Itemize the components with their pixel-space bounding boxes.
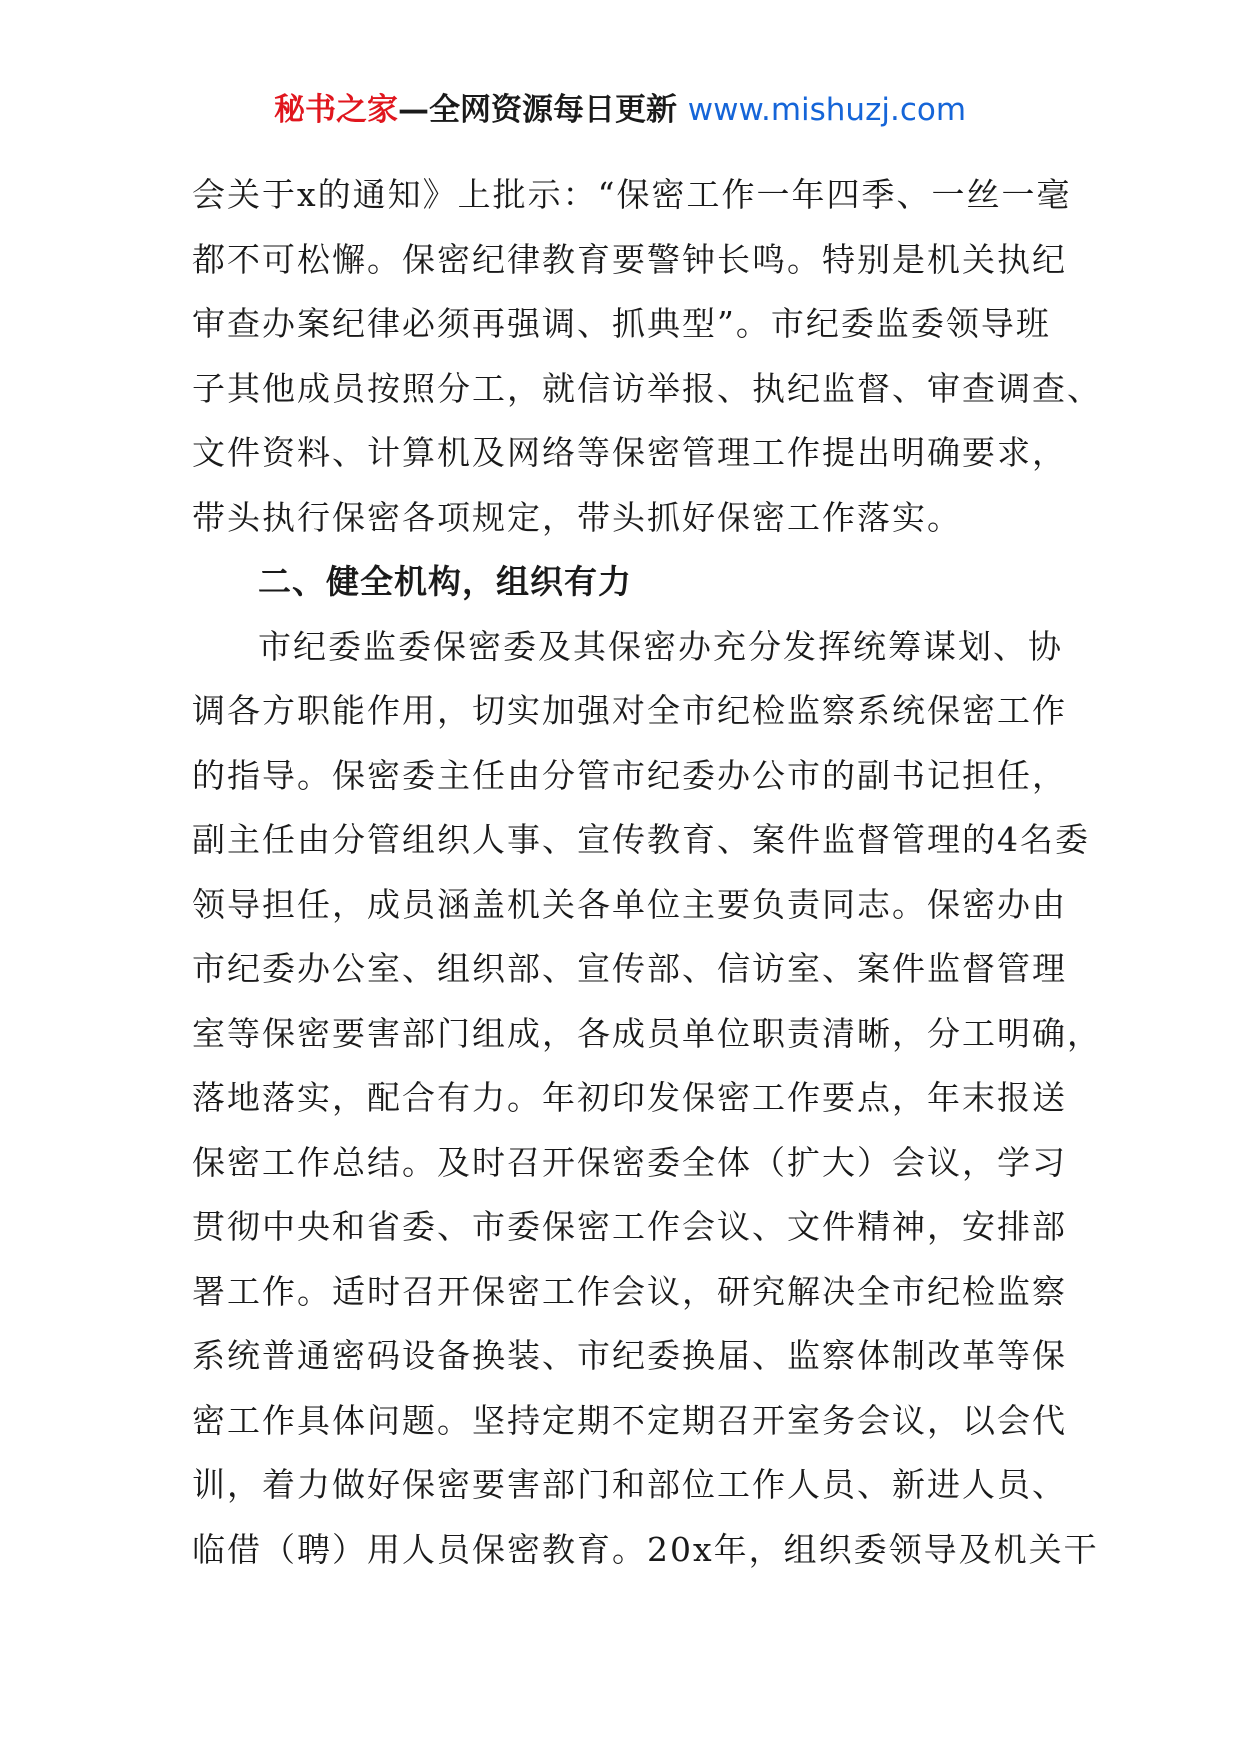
body-line: 系统普通密码设备换装、市纪委换届、监察体制改革等保 <box>192 1336 1067 1375</box>
body-line: 市纪委办公室、组织部、宣传部、信访室、案件监督管理 <box>192 949 1067 988</box>
body-line: 署工作。适时召开保密工作会议，研究解决全市纪检监察 <box>192 1271 1067 1311</box>
body-line: 都不可松懈。保密纪律教育要警钟长鸣。特别是机关执纪 <box>192 239 1067 279</box>
section-heading: 二、健全机构，组织有力 <box>258 562 632 601</box>
body-line: 市纪委监委保密委及其保密办充分发挥统筹谋划、协 <box>258 626 1063 666</box>
body-line: 子其他成员按照分工，就信访举报、执纪监督、审查调查、 <box>192 368 1102 408</box>
body-line: 副主任由分管组织人事、宣传教育、案件监督管理的4名委 <box>192 820 1090 859</box>
header-brand: 秘书之家 <box>273 92 398 128</box>
body-line: 文件资料、计算机及网络等保密管理工作提出明确要求， <box>192 433 1067 472</box>
body-line: 落地落实，配合有力。年初印发保密工作要点，年末报送 <box>192 1078 1067 1117</box>
body-line: 会关于x的通知》上批示：“保密工作一年四季、一丝一毫 <box>192 175 1072 214</box>
body-line: 调各方职能作用，切实加强对全市纪检监察系统保密工作 <box>192 691 1067 730</box>
body-line: 临借（聘）用人员保密教育。20x年，组织委领导及机关干 <box>192 1529 1099 1569</box>
header-tagline: —全网资源每日更新 <box>397 92 688 128</box>
body-line: 训，着力做好保密要害部门和部位工作人员、新进人员、 <box>192 1465 1067 1504</box>
page-header <box>0 88 1240 132</box>
body-line: 带头执行保密各项规定，带头抓好保密工作落实。 <box>192 497 962 537</box>
body-line: 的指导。保密委主任由分管市纪委办公市的副书记担任， <box>192 755 1067 795</box>
body-line: 贯彻中央和省委、市委保密工作会议、文件精神，安排部 <box>192 1207 1067 1246</box>
document-body <box>192 163 1102 1582</box>
header-site-link[interactable]: www.mishuzj.com <box>687 92 967 128</box>
body-line: 室等保密要害部门组成，各成员单位职责清晰，分工明确， <box>192 1013 1102 1053</box>
body-line: 密工作具体问题。坚持定期不定期召开室务会议，以会代 <box>192 1400 1067 1440</box>
body-line: 领导担任，成员涵盖机关各单位主要负责同志。保密办由 <box>192 884 1067 924</box>
body-line: 保密工作总结。及时召开保密委全体（扩大）会议，学习 <box>192 1142 1067 1182</box>
body-line: 审查办案纪律必须再强调、抓典型”。市纪委监委领导班 <box>192 304 1051 343</box>
